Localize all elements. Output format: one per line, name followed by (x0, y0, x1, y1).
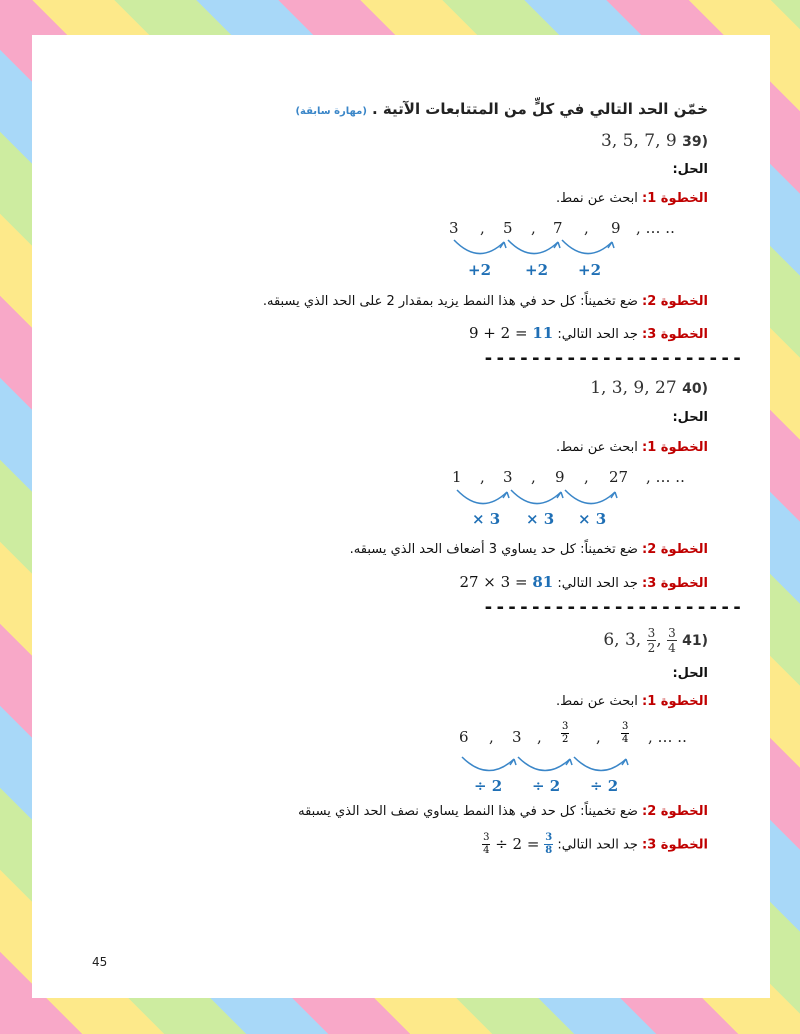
step1-label: الخطوة 1: (642, 694, 708, 709)
separator: ---------------------- (483, 348, 744, 369)
instruction-text: خمّن الحد التالي في كلٍّ من المتتابعات الآتية . (372, 100, 708, 118)
solution-label: الحل: (672, 162, 708, 177)
fraction: $\frac{3}{4}$ (668, 626, 676, 655)
instruction-heading (287, 99, 708, 118)
step3-math (459, 573, 553, 591)
term: 3 (512, 728, 522, 746)
step3-line (469, 324, 708, 342)
term: 9 (611, 219, 621, 237)
fraction: $\frac{3}{4}$ (483, 832, 490, 856)
term: 1 (452, 468, 462, 486)
expression: 9 + 2 = (469, 324, 528, 342)
step3-text: جد الحد التالي: (557, 327, 638, 342)
answer: 11 (532, 324, 554, 342)
step3-math (482, 832, 553, 856)
solution-label: الحل: (672, 666, 708, 681)
term: 9 (555, 468, 565, 486)
step2-label: الخطوة 2: (642, 294, 708, 309)
step1-text: ابحث عن نمط. (555, 191, 638, 206)
op-label: +2 (578, 261, 602, 279)
problem-41-title (603, 627, 708, 654)
term: 6 (459, 728, 469, 746)
step1-text: ابحث عن نمط. (555, 694, 638, 709)
problem-sequence: 1, 3, 9, 27 (590, 378, 677, 398)
op-label: +2 (468, 261, 492, 279)
step3-label: الخطوة 3: (642, 327, 708, 342)
problem-39-title (601, 131, 708, 151)
comma: , (531, 468, 536, 486)
step1-line (556, 440, 708, 455)
step1-line (556, 191, 708, 206)
comma: , (480, 468, 485, 486)
term: 27 (609, 468, 629, 486)
step1-label: الخطوة 1: (642, 191, 708, 206)
step2-text: ضع تخميناً: كل حد في هذا النمط يزيد بمقدار 2 على الحد الذي يسبقه. (262, 294, 638, 309)
separator: ---------------------- (483, 597, 744, 618)
comma: , (584, 219, 589, 237)
ellipsis: , … .. (636, 219, 675, 237)
ellipsis: , … .. (646, 468, 685, 486)
term: 3 (503, 468, 513, 486)
comma: , (531, 219, 536, 237)
step3-label: الخطوة 3: (642, 576, 708, 591)
step2-label: الخطوة 2: (642, 804, 708, 819)
step3-text: جد الحد التالي: (557, 837, 638, 853)
pattern-arrows (455, 486, 625, 510)
expression: 27 × 3 = (459, 573, 528, 591)
fraction-term: $\frac{3}{2}$ (562, 721, 569, 745)
term: 3 (449, 219, 459, 237)
answer-fraction: $\frac{3}{8}$ (545, 832, 553, 856)
step3-line (459, 573, 708, 591)
problem-40-title (590, 378, 708, 398)
comma: , (656, 630, 662, 650)
step2-line (350, 542, 708, 557)
problem-sequence: 6, 3, (603, 630, 642, 650)
step1-text: ابحث عن نمط. (555, 440, 638, 455)
pattern-arrows (460, 753, 635, 777)
page-number: 45 (92, 955, 108, 969)
ellipsis: , … .. (648, 728, 687, 746)
problem-sequence: 3, 5, 7, 9 (601, 131, 677, 151)
answer: 81 (532, 573, 554, 591)
problem-number: 39) (682, 134, 708, 150)
step3-label: الخطوة 3: (642, 837, 708, 853)
op-label: ÷ 2 (532, 777, 561, 795)
solution-label: الحل: (672, 410, 708, 425)
step3-math (469, 324, 553, 342)
step2-label: الخطوة 2: (642, 542, 708, 557)
step2-line (263, 294, 708, 309)
comma: , (584, 468, 589, 486)
op-label: × 3 (526, 510, 555, 528)
op-label: × 3 (472, 510, 501, 528)
fraction: $\frac{3}{2}$ (647, 626, 656, 655)
step2-text: ضع تخميناً: كل حد يساوي 3 أضعاف الحد الذي يسبقه. (349, 542, 638, 557)
comma: , (480, 219, 485, 237)
op-label: +2 (525, 261, 549, 279)
term: 7 (553, 219, 563, 237)
step2-line (298, 804, 708, 819)
step3-line (482, 833, 708, 856)
fraction-term: $\frac{3}{4}$ (622, 721, 629, 745)
term: 5 (503, 219, 513, 237)
skill-tag: (مهارة سابقة) (295, 106, 367, 117)
step1-line (556, 694, 708, 709)
comma: , (537, 728, 542, 746)
step1-label: الخطوة 1: (642, 440, 708, 455)
step2-text: ضع تخميناً: كل حد في هذا النمط يساوي نصف الحد الذي يسبقه (298, 804, 638, 819)
comma: , (489, 728, 494, 746)
step3-text: جد الحد التالي: (557, 576, 638, 591)
comma: , (596, 728, 601, 746)
op-label: × 3 (578, 510, 607, 528)
expression: ÷ 2 = (495, 834, 540, 853)
problem-number: 41) (682, 633, 708, 649)
problem-number: 40) (682, 381, 708, 397)
op-label: ÷ 2 (590, 777, 619, 795)
pattern-arrows (450, 236, 620, 260)
op-label: ÷ 2 (474, 777, 503, 795)
